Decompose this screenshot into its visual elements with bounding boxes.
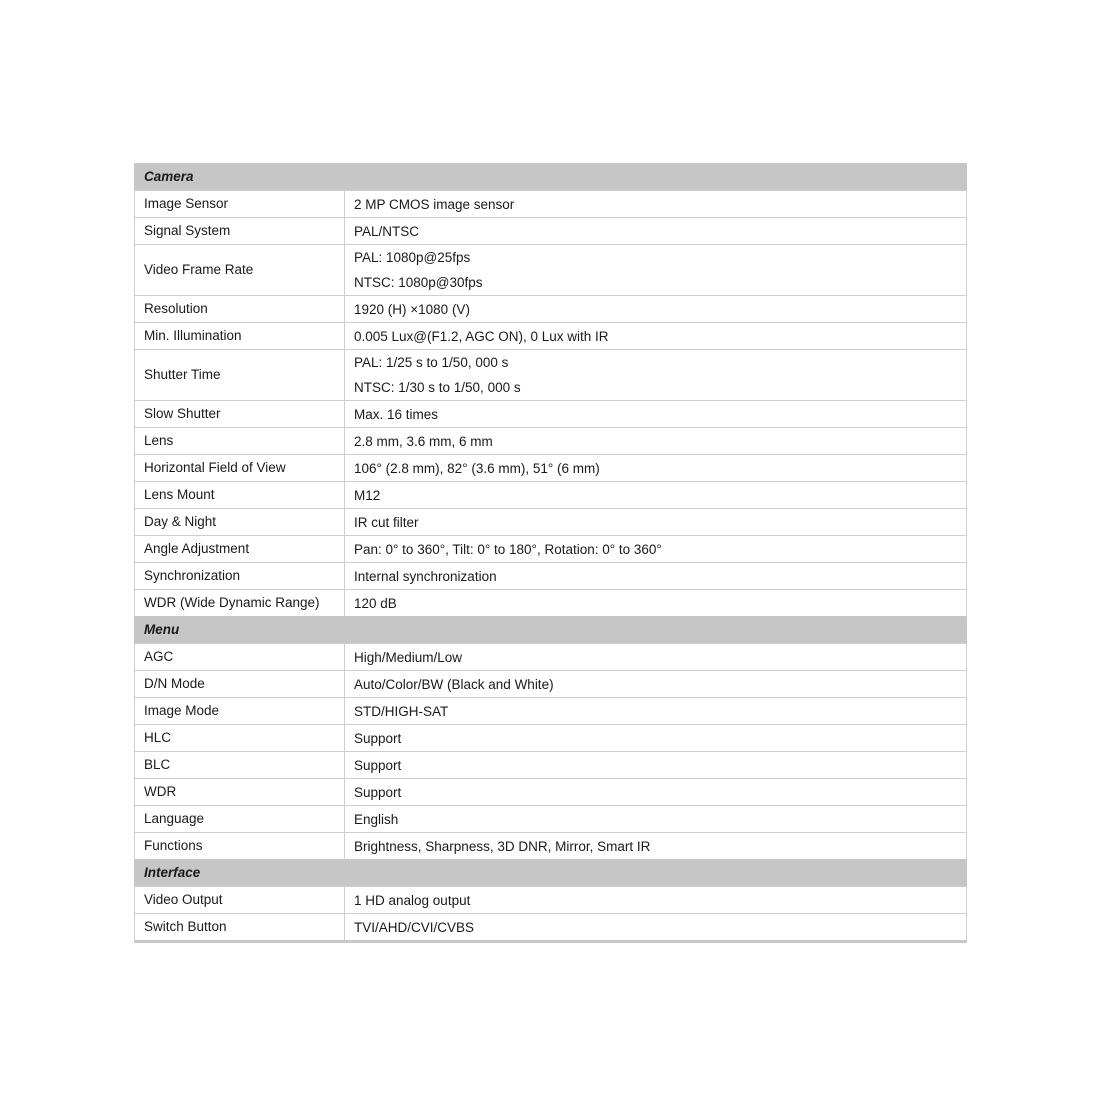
spec-label: Video Output: [135, 887, 345, 914]
table-row: [135, 428, 967, 455]
spec-value-line: 0.005 Lux@(F1.2, AGC ON), 0 Lux with IR: [354, 328, 609, 344]
spec-value: [345, 296, 967, 323]
table-row: [135, 644, 967, 671]
spec-label: Language: [135, 806, 345, 833]
spec-value: [345, 833, 967, 860]
spec-value-line: Max. 16 times: [354, 406, 439, 422]
section-header-interface: [135, 860, 967, 887]
spec-value-line: 2.8 mm, 3.6 mm, 6 mm: [354, 433, 493, 449]
table-row: [135, 779, 967, 806]
spec-value: [345, 806, 967, 833]
table-row: [135, 245, 967, 296]
spec-value: [345, 482, 967, 509]
spec-value-line: PAL/NTSC: [354, 223, 420, 239]
spec-value-line: STD/HIGH-SAT: [354, 703, 449, 719]
table-row: [135, 218, 967, 245]
table-row: [135, 323, 967, 350]
spec-value: [345, 536, 967, 563]
spec-value: [345, 509, 967, 536]
spec-value: [345, 671, 967, 698]
spec-value-line: Support: [354, 784, 402, 800]
section-title: Menu: [135, 617, 967, 644]
spec-value-line: 1 HD analog output: [354, 892, 471, 908]
table-row: [135, 509, 967, 536]
spec-label: Image Mode: [135, 698, 345, 725]
table-row: [135, 350, 967, 401]
spec-value-line: English: [354, 811, 399, 827]
spec-label: Synchronization: [135, 563, 345, 590]
spec-label: Signal System: [135, 218, 345, 245]
spec-value-line: PAL: 1/25 s to 1/50, 000 s: [354, 355, 509, 370]
table-row: [135, 536, 967, 563]
table-row: [135, 725, 967, 752]
spec-value-line: Internal synchronization: [354, 568, 497, 584]
spec-label: Day & Night: [135, 509, 345, 536]
table-row: [135, 914, 967, 942]
spec-value-line: 1920 (H) ×1080 (V): [354, 301, 470, 317]
spec-value: [345, 455, 967, 482]
spec-value: [345, 725, 967, 752]
spec-label: D/N Mode: [135, 671, 345, 698]
spec-value: [345, 914, 967, 942]
table-row: [135, 887, 967, 914]
spec-label: Min. Illumination: [135, 323, 345, 350]
spec-label: WDR: [135, 779, 345, 806]
spec-value-line: Support: [354, 730, 402, 746]
spec-value-line: TVI/AHD/CVI/CVBS: [354, 919, 475, 935]
spec-value: [345, 563, 967, 590]
spec-label: Slow Shutter: [135, 401, 345, 428]
spec-label: Video Frame Rate: [135, 245, 345, 296]
spec-label: AGC: [135, 644, 345, 671]
spec-label: BLC: [135, 752, 345, 779]
section-title: Camera: [135, 164, 967, 191]
spec-label: Angle Adjustment: [135, 536, 345, 563]
spec-value-line: Brightness, Sharpness, 3D DNR, Mirror, Smart IR: [354, 838, 651, 854]
spec-value-line: NTSC: 1/30 s to 1/50, 000 s: [354, 380, 521, 395]
table-row: [135, 671, 967, 698]
spec-label: Lens Mount: [135, 482, 345, 509]
table-row: [135, 833, 967, 860]
spec-label: HLC: [135, 725, 345, 752]
spec-label: Functions: [135, 833, 345, 860]
spec-value: [345, 218, 967, 245]
spec-value: [345, 428, 967, 455]
spec-table: [134, 163, 967, 943]
table-row: [135, 455, 967, 482]
spec-label: Shutter Time: [135, 350, 345, 401]
table-row: [135, 590, 967, 617]
spec-label: Lens: [135, 428, 345, 455]
spec-value-line: PAL: 1080p@25fps: [354, 250, 471, 265]
table-row: [135, 296, 967, 323]
spec-value-line: Support: [354, 757, 402, 773]
spec-label: WDR (Wide Dynamic Range): [135, 590, 345, 617]
spec-value-line: Auto/Color/BW (Black and White): [354, 676, 554, 692]
table-row: [135, 806, 967, 833]
spec-value: [345, 245, 967, 296]
table-row: [135, 752, 967, 779]
spec-value: [345, 887, 967, 914]
spec-value: [345, 401, 967, 428]
section-header-camera: [135, 164, 967, 191]
spec-value: [345, 350, 967, 401]
spec-label: Horizontal Field of View: [135, 455, 345, 482]
spec-value: [345, 698, 967, 725]
spec-value: [345, 644, 967, 671]
spec-value: [345, 191, 967, 218]
spec-value-line: IR cut filter: [354, 514, 419, 530]
table-row: [135, 482, 967, 509]
spec-value-line: NTSC: 1080p@30fps: [354, 275, 483, 290]
section-header-menu: [135, 617, 967, 644]
spec-value: [345, 752, 967, 779]
spec-value-line: 2 MP CMOS image sensor: [354, 196, 515, 212]
spec-label: Resolution: [135, 296, 345, 323]
spec-value-line: M12: [354, 487, 381, 503]
spec-value: [345, 590, 967, 617]
table-row: [135, 191, 967, 218]
spec-value: [345, 779, 967, 806]
spec-value-line: Pan: 0° to 360°, Tilt: 0° to 180°, Rotation: 0° to 360°: [354, 541, 662, 557]
spec-value: [345, 323, 967, 350]
spec-value-line: 106° (2.8 mm), 82° (3.6 mm), 51° (6 mm): [354, 460, 600, 476]
section-title: Interface: [135, 860, 967, 887]
spec-value-line: 120 dB: [354, 595, 397, 611]
spec-value-line: High/Medium/Low: [354, 649, 463, 665]
spec-label: Switch Button: [135, 914, 345, 942]
table-row: [135, 563, 967, 590]
spec-table-body: [135, 164, 967, 942]
table-row: [135, 401, 967, 428]
table-row: [135, 698, 967, 725]
spec-label: Image Sensor: [135, 191, 345, 218]
